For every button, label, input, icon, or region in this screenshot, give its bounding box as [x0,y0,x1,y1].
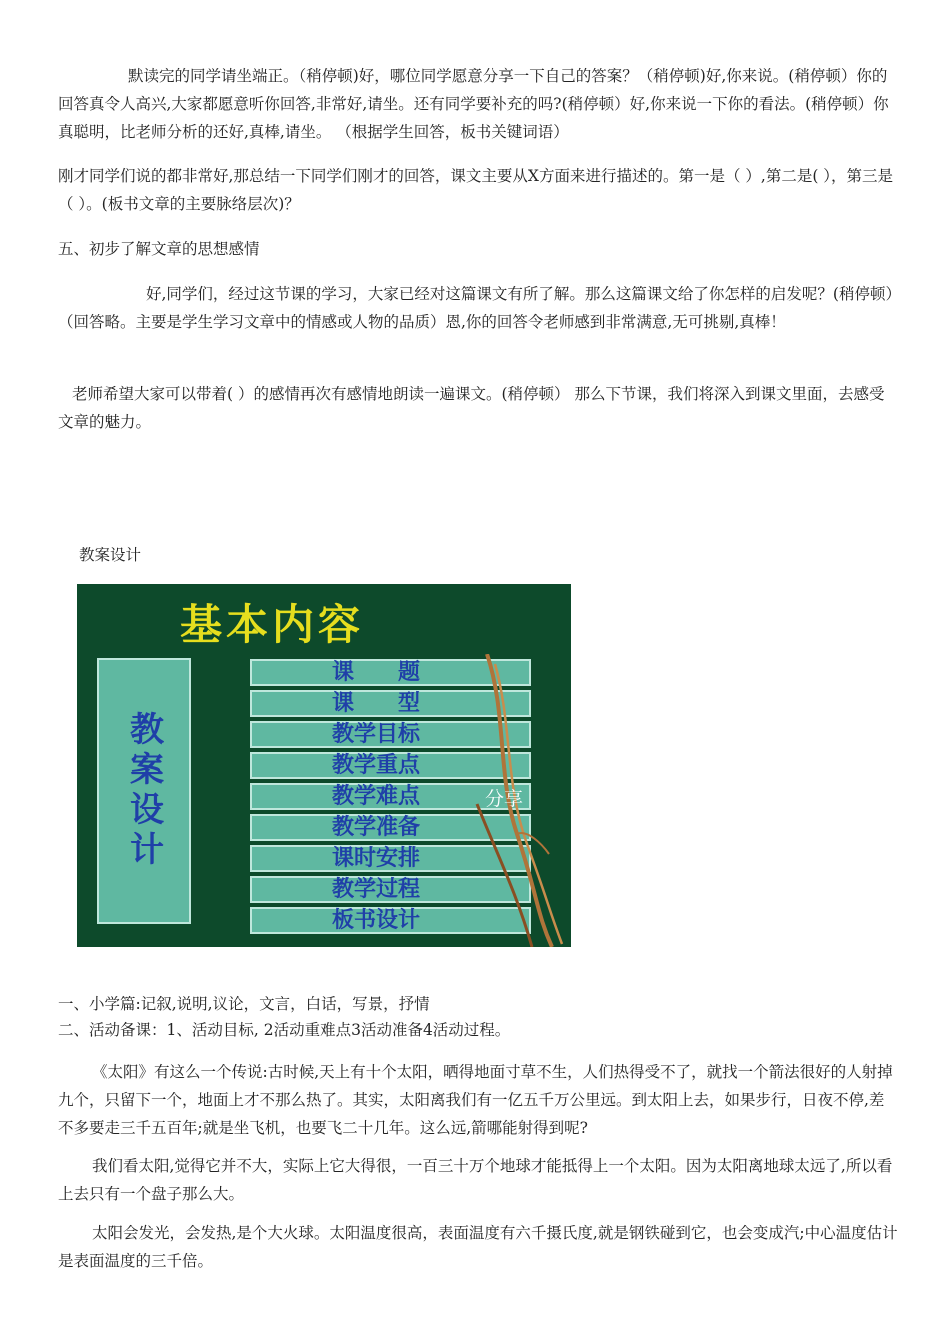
side-label-box [97,658,191,924]
menu-item: 课 型 [250,690,531,717]
paragraph-sun-heat: 太阳会发光，会发热,是个大火球。太阳温度很高，表面温度有六千摄氏度,就是钢铁碰到它，也会变成汽;中心温度估计是表面温度的三千倍。 [58,1224,898,1270]
menu-item: 课 题 [250,659,531,686]
menu-item: 教学难点 [250,783,531,810]
lesson-plan-board-image [77,584,571,947]
menu-item: 教学过程 [250,876,531,903]
list-item-activity: 二、活动备课：1、活动目标, 2活动重难点3活动准备4活动过程。 [58,1021,511,1039]
menu-item: 课时安排 [250,845,531,872]
paragraph-reading: 老师希望大家可以带着( ）的感情再次有感情地朗读一遍课文。(稍停顿） 那么下节课，我们将深入到课文里面，去感受文章的魅力。 [58,385,885,431]
board-title: 基本内容 [179,600,364,649]
section-heading-five: 五、初步了解文章的思想感情 [58,240,260,258]
paragraph-sun-legend: 《太阳》有这么一个传说:古时候,天上有十个太阳，晒得地面寸草不生，人们热得受不了，就找一个箭法很好的人射掉九个，只留下一个，地面上才不那么热了。其实，太阳离我们有一亿五千万公里远。到太阳上去，如果步行，日夜不停,差不多要走三千五百年;就是坐飞机，也要飞二十几年。这么远,箭哪能射得到呢? [58,1063,893,1137]
side-label: 教案设计 [123,711,164,871]
menu-item: 教学准备 [250,814,531,841]
list-item-primary: 一、小学篇:记叙,说明,议论，文言，白话，写景，抒情 [58,995,430,1013]
share-overlay: 分享 [485,788,524,810]
menu-item: 教学目标 [250,721,531,748]
figure-caption: 教案设计 [79,546,142,564]
paragraph-inspiration: 好,同学们，经过这节课的学习，大家已经对这篇课文有所了解。那么这篇课文给了你怎样的启发呢？(稍停顿）（回答略。主要是学生学习文章中的情感或人物的品质）恩,你的回答令老师感到非常满意,无可挑剔,真棒！ [58,285,894,331]
paragraph-sun-size: 我们看太阳,觉得它并不大，实际上它大得很，一百三十万个地球才能抵得上一个太阳。因为太阳离地球太远了,所以看上去只有一个盘子那么大。 [58,1157,893,1203]
menu-item: 板书设计 [250,907,531,934]
menu-item: 教学重点 [250,752,531,779]
paragraph-summary: 刚才同学们说的都非常好,那总结一下同学们刚才的回答，课文主要从X方面来进行描述的。第一是（ ）,第二是( ），第三是（ ）。(板书文章的主要脉络层次)？ [58,167,894,213]
paragraph-discussion: 默读完的同学请坐端正。（稍停顿)好，哪位同学愿意分享一下自己的答案？（稍停顿)好,你来说。(稍停顿）你的回答真令人高兴,大家都愿意听你回答,非常好,请坐。还有同学要补充的吗?(稍停顿）好,你来说一下你的看法。(稍停顿）你真聪明，比老师分析的还好,真棒,请坐。 （根据学生回答，板书关键词语） [58,67,889,141]
